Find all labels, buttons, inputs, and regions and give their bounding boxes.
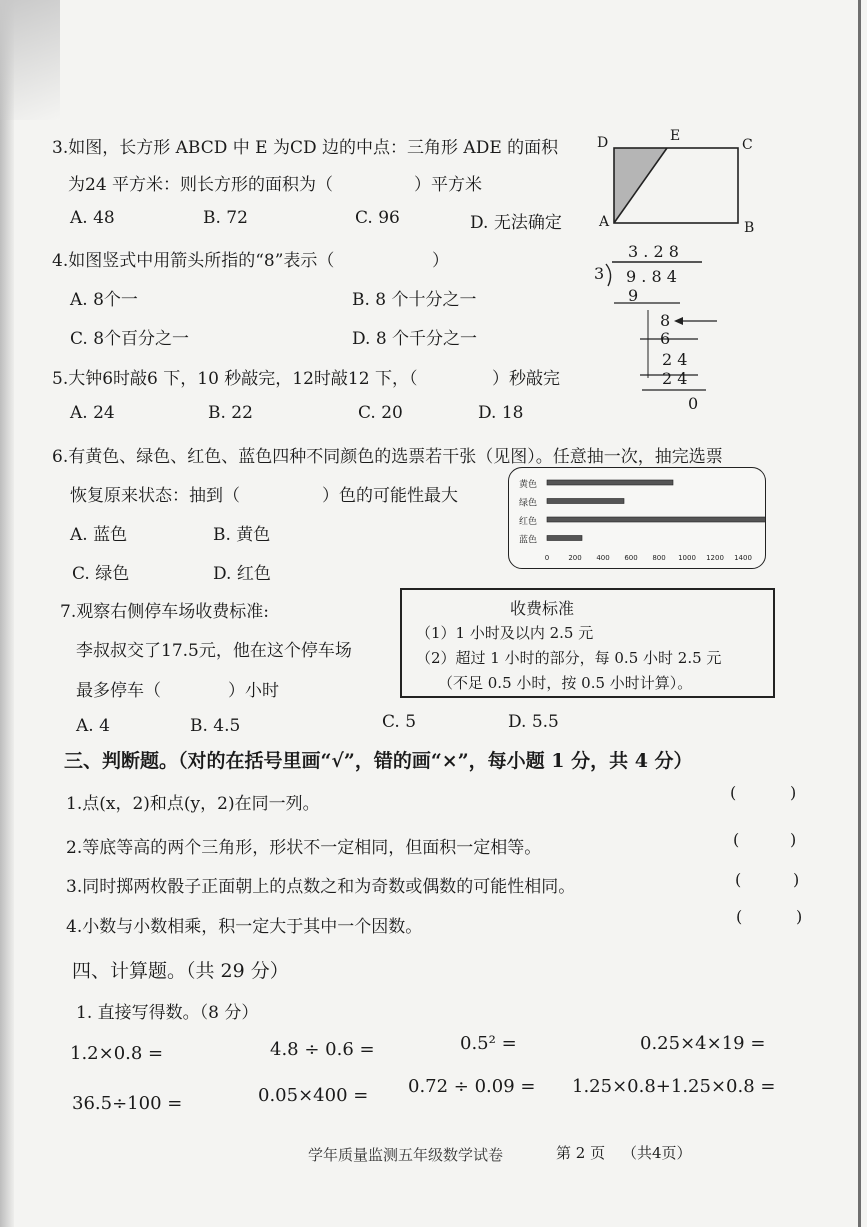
section4-title: 四、计算题。（共 29 分） <box>72 960 289 982</box>
q6-option-c: C. 绿色 <box>72 564 130 584</box>
judge-item-1: 1.点(x，2)和点(y，2)在同一列。 <box>66 794 320 814</box>
chart-bar <box>547 480 673 485</box>
q7-line3-start: 最多停车（ <box>76 681 161 701</box>
scan-corner-shadow <box>0 0 60 120</box>
judge-paren-open: ( <box>735 870 742 889</box>
division-row-arrowed-8: 8 <box>660 311 671 330</box>
fee-rule-2: （2）超过 1 小时的部分，每 0.5 小时 2.5 元 <box>416 649 722 667</box>
q4-option-a: A. 8个一 <box>70 290 138 310</box>
judge-paren-open: ( <box>733 830 740 849</box>
parking-fee-box <box>400 588 775 698</box>
judge-paren-close: ) <box>790 830 797 849</box>
q4-option-d: D. 8 个千分之一 <box>352 329 478 349</box>
label-b: B <box>744 220 755 236</box>
division-divisor: 3 <box>594 264 605 283</box>
calc-expr: 0.72 ÷ 0.09 = <box>408 1076 536 1097</box>
q7-line1: 7.观察右侧停车场收费标准: <box>60 602 269 622</box>
division-dividend: 9 . 8 4 <box>626 267 677 286</box>
chart-tick-label: 200 <box>568 554 582 562</box>
label-c: C <box>742 137 753 153</box>
q7-line2: 李叔叔交了17.5元，他在这个停车场 <box>76 641 352 661</box>
chart-category-label: 绿色 <box>519 498 538 509</box>
judge-paren-close: ) <box>796 907 803 926</box>
q5-option-c: C. 20 <box>358 403 403 423</box>
chart-tick-label: 1400 <box>734 554 752 562</box>
q7-option-a: A. 4 <box>76 716 110 736</box>
division-row: 2 4 <box>662 369 688 388</box>
q3-line2-end: ）平方米 <box>414 175 482 195</box>
judge-paren-close: ) <box>790 783 797 802</box>
calc-expr: 0.25×4×19 = <box>640 1033 766 1054</box>
section3-title: 三、判断题。（对的在括号里画“√”，错的画“×”，每小题 1 分，共 4 分） <box>64 750 693 772</box>
q6-option-a: A. 蓝色 <box>70 525 128 545</box>
chart-tick-label: 800 <box>652 554 666 562</box>
chart-bar <box>547 499 624 504</box>
judge-paren-close: ) <box>793 870 800 889</box>
chart-svg <box>509 468 765 568</box>
calc-expr: 1.25×0.8+1.25×0.8 = <box>572 1076 776 1097</box>
footer-total: （共4页） <box>622 1144 692 1162</box>
fee-rule-3: （不足 0.5 小时，按 0.5 小时计算）。 <box>438 674 693 692</box>
q3-option-d: D. 无法确定 <box>470 213 562 233</box>
chart-tick-label: 1200 <box>706 554 724 562</box>
q6-line2-end: ）色的可能性最大 <box>322 486 458 506</box>
q3-option-b: B. 72 <box>203 208 248 228</box>
chart-tick-label: 1000 <box>678 554 696 562</box>
label-a: A <box>599 214 610 230</box>
q4-option-b: B. 8 个十分之一 <box>352 290 477 310</box>
q5-line1-end: ）秒敲完 <box>492 369 560 389</box>
q4-line1-start: 4.如图竖式中用箭头所指的“8”表示（ <box>52 251 335 271</box>
q4-line1-end: ） <box>432 251 449 271</box>
chart-bar <box>547 517 765 522</box>
q5-option-b: B. 22 <box>208 403 253 423</box>
q6-line1: 6.有黄色、绿色、红色、蓝色四种不同颜色的选票若干张（见图）。任意抽一次，抽完选票 <box>52 447 723 467</box>
division-remainder: 0 <box>688 394 699 413</box>
chart-tick-label: 400 <box>596 554 610 562</box>
q7-line3-end: ）小时 <box>228 681 279 701</box>
judge-item-3: 3.同时掷两枚骰子正面朝上的点数之和为奇数或偶数的可能性相同。 <box>66 877 576 897</box>
q3-line2-start: 为24 平方米：则长方形的面积为（ <box>68 175 334 195</box>
footer-exam-name: 学年质量监测五年级数学试卷 <box>308 1146 504 1164</box>
calc-expr: 1.2×0.8 = <box>70 1043 164 1064</box>
scan-right-edge <box>858 0 861 1227</box>
q6-line2-start: 恢复原来状态：抽到（ <box>70 486 240 506</box>
calc-subtitle: 1. 直接写得数。（8 分） <box>76 1003 259 1023</box>
chart-tick-label: 0 <box>544 554 550 562</box>
judge-item-4: 4.小数与小数相乘，积一定大于其中一个因数。 <box>66 917 423 937</box>
judge-paren-open: ( <box>730 783 737 802</box>
q3-option-c: C. 96 <box>355 208 400 228</box>
q7-option-d: D. 5.5 <box>508 712 559 732</box>
chart-bar <box>547 536 582 541</box>
q5-option-d: D. 18 <box>478 403 524 423</box>
q4-option-c: C. 8个百分之一 <box>70 329 190 349</box>
division-row: 2 4 <box>662 350 688 369</box>
q7-option-b: B. 4.5 <box>190 716 241 736</box>
calc-expr: 4.8 ÷ 0.6 = <box>270 1039 375 1060</box>
q3-line1: 3.如图，长方形 ABCD 中 E 为CD 边的中点：三角形 ADE 的面积 <box>52 138 559 158</box>
label-e: E <box>670 128 681 144</box>
division-row: 9 <box>628 286 639 305</box>
q6-option-d: D. 红色 <box>213 564 271 584</box>
judge-paren-open: ( <box>736 907 743 926</box>
q7-option-c: C. 5 <box>382 712 417 732</box>
calc-expr: 0.5² = <box>460 1033 517 1054</box>
division-quotient: 3 . 2 8 <box>628 242 679 261</box>
chart-tick-label: 600 <box>624 554 638 562</box>
chart-category-label: 蓝色 <box>519 535 538 546</box>
calc-expr: 0.05×400 = <box>258 1085 369 1106</box>
judge-item-2: 2.等底等高的两个三角形，形状不一定相同，但面积一定相等。 <box>66 838 542 858</box>
scan-edge-shadow <box>0 0 14 1227</box>
fee-title: 收费标准 <box>510 599 575 618</box>
arrow-head-icon <box>674 317 683 325</box>
q6-option-b: B. 黄色 <box>213 525 271 545</box>
division-row: 6 <box>660 329 671 348</box>
footer-page: 第 2 页 <box>556 1144 606 1162</box>
label-d: D <box>597 135 609 151</box>
q5-option-a: A. 24 <box>70 403 115 423</box>
calc-expr: 36.5÷100 = <box>72 1093 183 1114</box>
ballot-bar-chart <box>508 467 766 569</box>
chart-category-label: 红色 <box>519 517 538 527</box>
rectangle-figure <box>596 130 766 240</box>
q3-option-a: A. 48 <box>70 208 115 228</box>
q5-line1-start: 5.大钟6时敲6 下，10 秒敲完，12时敲12 下，（ <box>52 369 418 389</box>
chart-category-label: 黄色 <box>519 480 538 490</box>
fee-rule-1: （1）1 小时及以内 2.5 元 <box>416 624 594 642</box>
